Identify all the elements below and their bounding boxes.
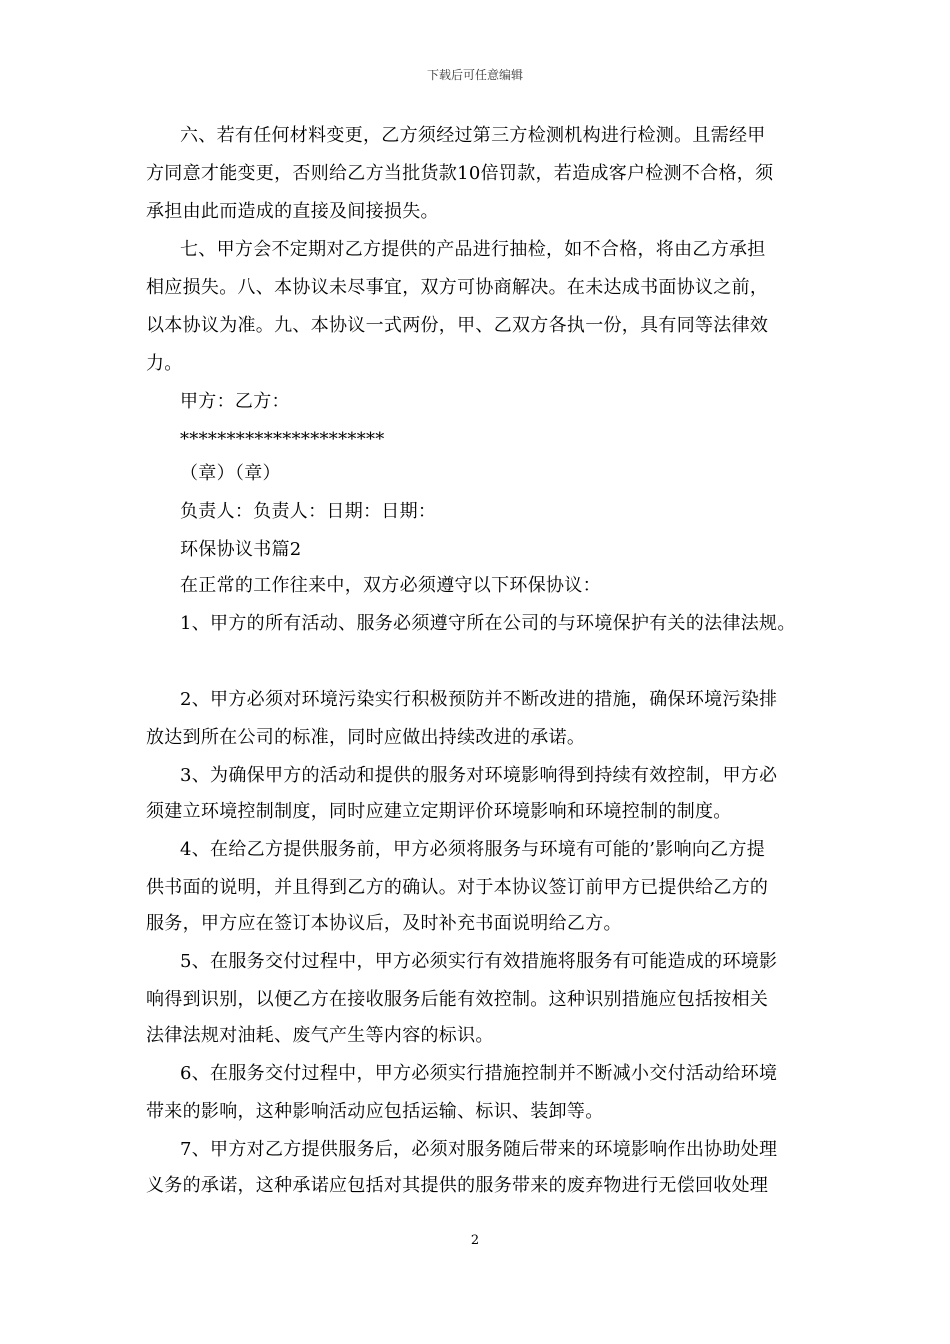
paragraph-line: 以本协议为准。九、本协议一式两份，甲、乙双方各执一份，具有同等法律效 bbox=[146, 315, 769, 336]
paragraph-line: 服务，甲方应在签订本协议后，及时补充书面说明给乙方。 bbox=[146, 913, 622, 934]
paragraph-line: 响得到识别，以便乙方在接收服务后能有效控制。这种识别措施应包括按相关 bbox=[146, 989, 769, 1010]
paragraph-line: 法律法规对油耗、废气产生等内容的标识。 bbox=[146, 1025, 494, 1046]
seal-placeholders: （章）（章） bbox=[180, 463, 281, 484]
paragraph-line: 须建立环境控制制度，同时应建立定期评价环境影响和环境控制的制度。 bbox=[146, 801, 732, 822]
signature-parties: 甲方：乙方： bbox=[180, 391, 290, 412]
paragraph-line: 义务的承诺，这种承诺应包括对其提供的服务带来的废弃物进行无偿回收处理 bbox=[146, 1175, 769, 1196]
paragraph-line: 供书面的说明，并且得到乙方的确认。对于本协议签订前甲方已提供给乙方的 bbox=[146, 877, 769, 898]
paragraph-line: 七、甲方会不定期对乙方提供的产品进行抽检，如不合格，将由乙方承担 bbox=[180, 239, 766, 260]
paragraph-line: 3、为确保甲方的活动和提供的服务对环境影响得到持续有效控制，甲方必 bbox=[180, 765, 778, 786]
paragraph-line: 力。 bbox=[146, 353, 183, 374]
page-number: 2 bbox=[470, 1233, 480, 1248]
paragraph-line: 承担由此而造成的直接及间接损失。 bbox=[146, 201, 439, 222]
paragraph-line: 放达到所在公司的标准，同时应做出持续改进的承诺。 bbox=[146, 727, 586, 748]
page-header: 下载后可任意编辑 bbox=[426, 68, 523, 82]
paragraph-line: 1、甲方的所有活动、服务必须遵守所在公司的与环境保护有关的法律法规。 bbox=[180, 613, 796, 634]
paragraph-line: 4、在给乙方提供服务前，甲方必须将服务与环境有可能的’影响向乙方提 bbox=[180, 839, 766, 860]
paragraph-line: 7、甲方对乙方提供服务后，必须对服务随后带来的环境影响作出协助处理 bbox=[180, 1139, 778, 1160]
section-title: 环保协议书篇2 bbox=[180, 539, 302, 560]
paragraph-line: 六、若有任何材料变更，乙方须经过第三方检测机构进行检测。且需经甲 bbox=[180, 125, 766, 146]
paragraph-line: 在正常的工作往来中，双方必须遵守以下环保协议： bbox=[180, 575, 601, 596]
paragraph-line: 方同意才能变更，否则给乙方当批货款10倍罚款，若造成客户检测不合格，须 bbox=[146, 163, 774, 184]
signature-fields: 负责人：负责人：日期：日期： bbox=[180, 501, 437, 522]
paragraph-line: 5、在服务交付过程中，甲方必须实行有效措施将服务有可能造成的环境影 bbox=[180, 951, 778, 972]
paragraph-line: 2、甲方必须对环境污染实行积极预防并不断改进的措施，确保环境污染排 bbox=[180, 689, 778, 710]
paragraph-line: 相应损失。八、本协议未尽事宜，双方可协商解决。在未达成书面协议之前， bbox=[146, 277, 769, 298]
paragraph-line: 带来的影响，这种影响活动应包括运输、标识、装卸等。 bbox=[146, 1101, 604, 1122]
signature-separator: ********************** bbox=[180, 429, 385, 450]
paragraph-line: 6、在服务交付过程中，甲方必须实行措施控制并不断减小交付活动给环境 bbox=[180, 1063, 778, 1084]
